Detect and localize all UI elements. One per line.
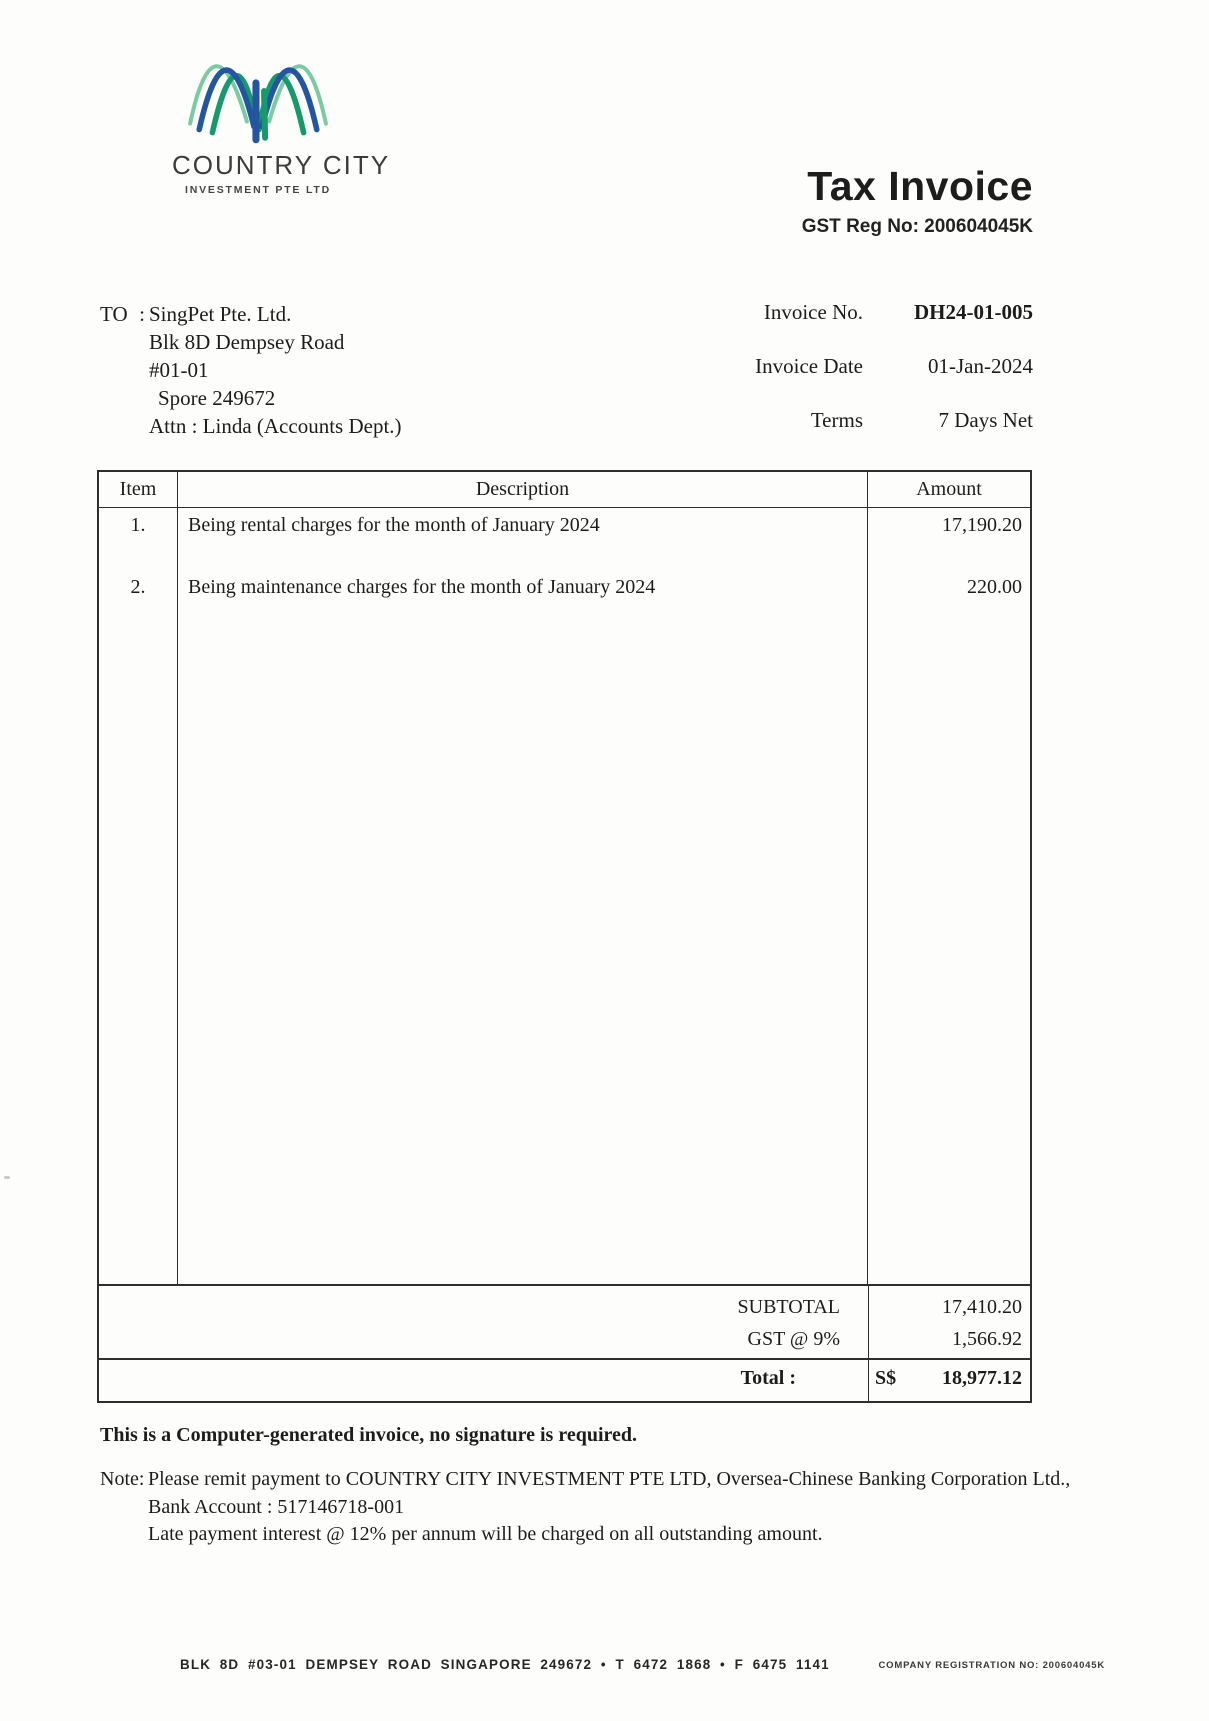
company-subtitle: INVESTMENT PTE LTD (185, 184, 331, 196)
amount-1: 17,190.20 (942, 514, 1022, 536)
subtotal-value: 17,410.20 (942, 1296, 1022, 1318)
summary-values (868, 1286, 1030, 1358)
item-number-column (99, 508, 177, 1284)
total-amount-cell (868, 1360, 1030, 1401)
summary-section (99, 1284, 1030, 1358)
note-line-1: Please remit payment to COUNTRY CITY INVESTMENT PTE LTD, Oversea-Chinese Banking Corporation Ltd., (148, 1468, 1071, 1490)
invoice-no-label: Invoice No. (763, 300, 863, 324)
header-item: Item (119, 478, 157, 500)
invoice-no-row (723, 300, 1033, 325)
scan-artifact (4, 1176, 10, 1179)
terms-row (723, 408, 1033, 433)
note-line-2: Bank Account : 517146718-001 (148, 1495, 405, 1518)
description-2: Being maintenance charges for the month of January 2024 (188, 576, 656, 598)
bill-to-address-2: #01-01 (149, 358, 209, 382)
note-label: Note: (100, 1468, 145, 1490)
amount-column (868, 508, 1030, 1284)
line-items-table (97, 470, 1032, 1403)
amount-2: 220.00 (967, 576, 1022, 598)
document-title: Tax Invoice (807, 163, 1033, 209)
fountain-logo-icon (182, 24, 334, 148)
invoice-date-label: Invoice Date (755, 354, 863, 378)
subtotal-label: SUBTOTAL (737, 1296, 840, 1318)
company-logo-block (172, 24, 391, 196)
item-number-1: 1. (130, 514, 146, 536)
bill-to-line (100, 300, 402, 328)
invoice-meta-block (723, 300, 1033, 462)
terms-value: 7 Days Net (938, 408, 1033, 432)
invoice-date-value: 01-Jan-2024 (928, 354, 1033, 378)
invoice-no-value: DH24-01-005 (914, 300, 1033, 324)
item-number-2: 2. (130, 576, 146, 598)
total-row (99, 1358, 1030, 1401)
gst-value: 1,566.92 (952, 1328, 1022, 1350)
table-header-row (99, 472, 1030, 508)
payment-note-block (100, 1466, 1070, 1549)
bill-to-block (100, 300, 402, 440)
note-line-3: Late payment interest @ 12% per annum will be charged on all outstanding amount. (148, 1523, 823, 1545)
to-label: TO (100, 302, 128, 326)
title-block (802, 164, 1033, 238)
terms-label: Terms (810, 408, 863, 432)
total-value: 18,977.12 (942, 1367, 1022, 1389)
currency-symbol: S$ (875, 1367, 897, 1389)
note-lines (148, 1466, 1070, 1549)
header-description: Description (177, 472, 868, 507)
to-colon: : (139, 302, 145, 326)
summary-labels (99, 1286, 868, 1358)
footer-address: BLK 8D #03-01 DEMPSEY ROAD SINGAPORE 249672 • T 6472 1868 • F 6475 1141 (180, 1656, 830, 1672)
gst-label: GST @ 9% (747, 1328, 840, 1350)
bill-to-address-1: Blk 8D Dempsey Road (149, 330, 345, 354)
description-column (177, 508, 868, 1284)
table-body (99, 508, 1030, 1284)
computer-generated-note: This is a Computer-generated invoice, no signature is required. (100, 1424, 638, 1446)
gst-reg-no: GST Reg No: 200604045K (801, 216, 1033, 237)
total-label: Total : (740, 1367, 796, 1389)
payment-note-row (100, 1466, 1070, 1549)
description-1: Being rental charges for the month of January 2024 (188, 514, 600, 536)
bill-to-name: SingPet Pte. Ltd. (149, 302, 292, 326)
header-amount: Amount (916, 478, 982, 500)
invoice-date-row (723, 354, 1033, 379)
footer-registration: COMPANY REGISTRATION NO: 200604045K (878, 1660, 1105, 1671)
bill-to-attn: Attn : Linda (Accounts Dept.) (149, 414, 402, 438)
bill-to-address-3: Spore 249672 (158, 386, 276, 410)
company-name: COUNTRY CITY (172, 150, 391, 180)
